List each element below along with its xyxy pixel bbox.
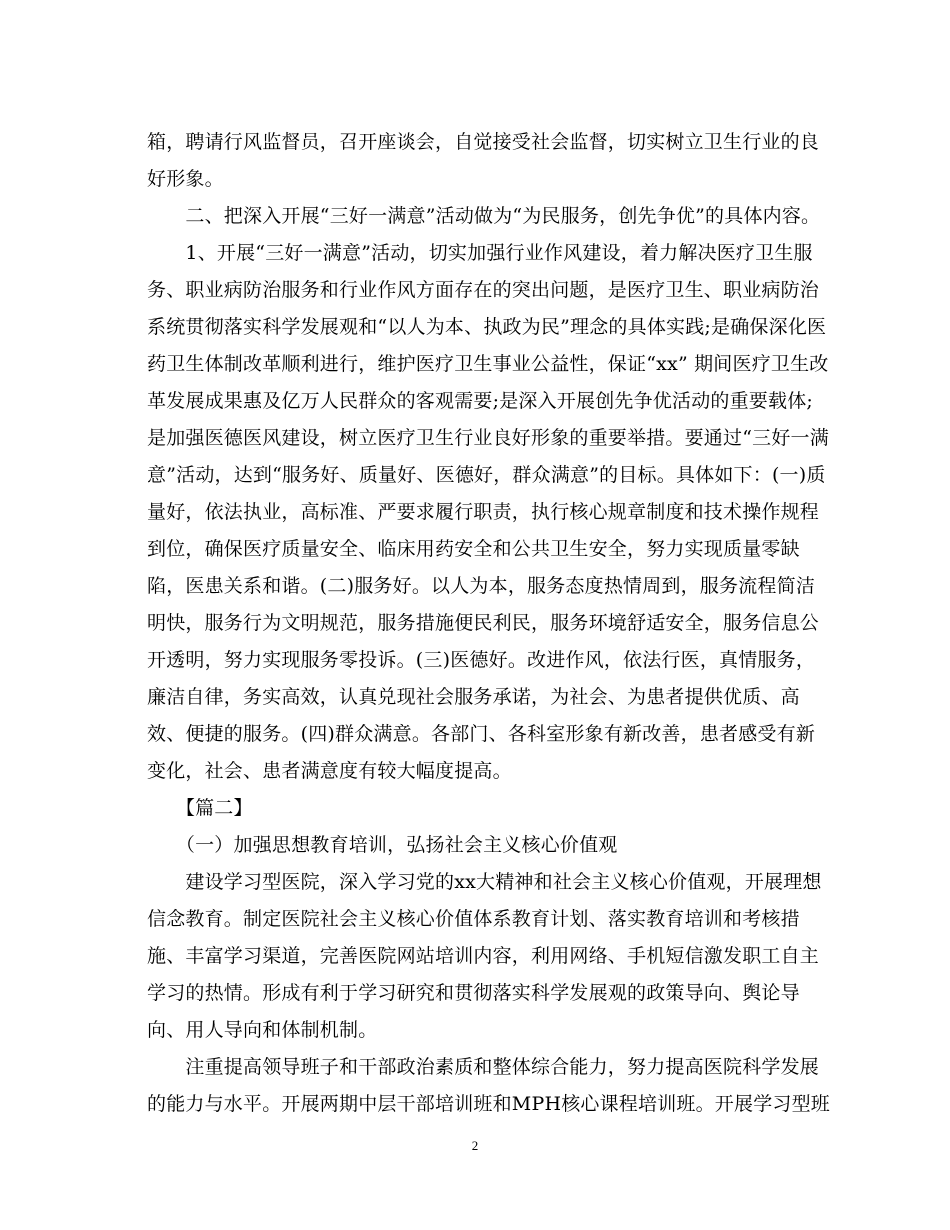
section-heading: （一）加强思想教育培训，弘扬社会主义核心价值观 [147,834,618,856]
body-text-line: 好形象。 [147,168,224,190]
section-heading: 二、把深入开展“三好一满意”活动做为“为民服务，创先争优”的具体内容。 [147,205,821,227]
body-text-line: 建设学习型医院，深入学习党的xx大精神和社会主义核心价值观，开展理想 [147,871,822,893]
body-text-line: 明快，服务行为文明规范，服务措施便民利民，服务环境舒适安全，服务信息公 [147,612,820,634]
body-text-line: 向、用人导向和体制机制。 [147,1019,378,1041]
body-text-line: 学习的热情。形成有利于学习研究和贯彻落实科学发展观的政策导向、舆论导 [147,982,800,1004]
body-text-line: 箱，聘请行风监督员，召开座谈会，自觉接受社会监督，切实树立卫生行业的良 [147,131,820,153]
body-text-line: 意”活动，达到“服务好、质量好、医德好，群众满意”的目标。具体如下：(一)质 [147,464,826,486]
body-text-line: 施、丰富学习渠道，完善医院网站培训内容，利用网络、手机短信激发职工自主 [147,945,820,967]
body-text-line: 是加强医德医风建设，树立医疗卫生行业良好形象的重要举措。要通过“三好一满 [147,427,829,449]
body-text-line: 量好，依法执业，高标准、严要求履行职责，执行核心规章制度和技术操作规程 [147,501,820,523]
page-number: 2 [471,1138,479,1153]
body-text-line: 变化，社会、患者满意度有较大幅度提高。 [147,760,512,782]
body-text-line: 系统贯彻落实科学发展观和“以人为本、执政为民”理念的具体实践;是确保深化医 [147,316,827,338]
body-text-line: 到位，确保医疗质量安全、临床用药安全和公共卫生安全，努力实现质量零缺 [147,538,800,560]
body-text-line: 务、职业病防治服务和行业作风方面存在的突出问题，是医疗卫生、职业病防治 [147,279,820,301]
body-text-line: 革发展成果惠及亿万人民群众的客观需要;是深入开展创先争优活动的重要载体; [147,390,814,412]
body-text-line: 的能力与水平。开展两期中层干部培训班和MPH核心课程培训班。开展学习型班 [147,1093,831,1115]
body-text-line: 开透明，努力实现服务零投诉。(三)医德好。改进作风，依法行医，真情服务， [147,649,816,671]
body-text-line: 陷，医患关系和谐。(二)服务好。以人为本，服务态度热情周到，服务流程简洁 [147,575,816,597]
body-text-line: 廉洁自律，务实高效，认真兑现社会服务承诺，为社会、为患者提供优质、高 [147,686,800,708]
body-text-line: 信念教育。制定医院社会主义核心价值体系教育计划、落实教育培训和考核措 [147,908,800,930]
body-text-line: 注重提高领导班子和干部政治素质和整体综合能力，努力提高医院科学发展 [147,1056,820,1078]
body-text-line: 效、便捷的服务。(四)群众满意。各部门、各科室形象有新改善，患者感受有新 [147,723,816,745]
body-text-line: 1、开展“三好一满意”活动，切实加强行业作风建设，着力解决医疗卫生服 [147,242,813,264]
body-text-line: 药卫生体制改革顺利进行，维护医疗卫生事业公益性，保证“xx” 期间医疗卫生改 [147,353,829,375]
chapter-heading: 【篇二】 [147,797,253,819]
